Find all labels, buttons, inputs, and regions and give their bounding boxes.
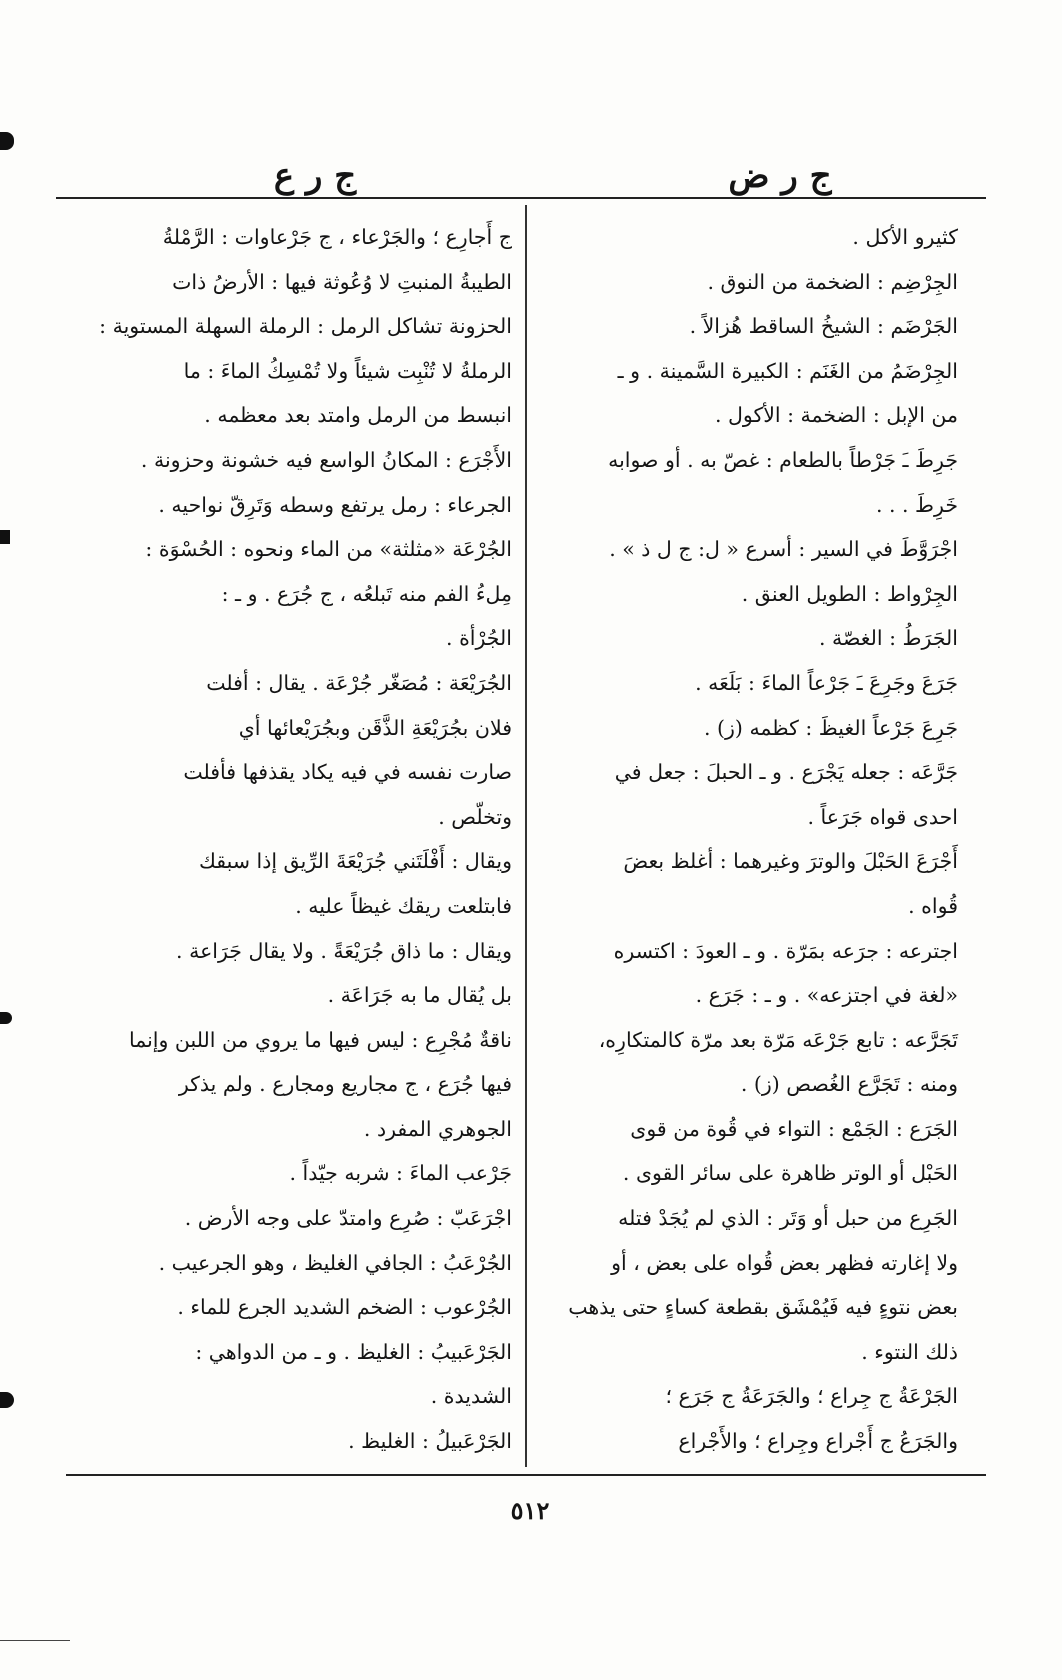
entry-line: فيها جُرَع ، ج مجاريع ومجارع . ولم يذكر [178, 1072, 512, 1097]
entry-line: الجَرَع : الجَمْع : التواء في قُوة من قوى [630, 1116, 958, 1141]
entry-line: الجوهري المفرد . [363, 1116, 512, 1141]
entry-line: بل يُقال ما به جَرَاعَة . [327, 983, 512, 1008]
entry-line: كثيرو الأكل . [852, 225, 958, 249]
entry-line: اجْرَعَبّ : صُرِع وامتدّ على وجه الأرض . [184, 1206, 512, 1231]
entry-line: اجْرَوَّطَ في السير : أسرع « ل: ج ل ذ » . [609, 537, 958, 562]
entry-line: الحزونة تشاكل الرمل : الرملة السهلة المستوية : [99, 314, 512, 339]
entry-line: الأَجْرَع : المكانُ الواسع فيه خشونة وحزونة . [140, 447, 512, 472]
entry-line: جَرِطَ ـَ جَرْطاً بالطعام : غصّ به . أو صوابه [608, 447, 958, 472]
entry-line: والجَرَعُ ج أَجْراع وجِراع ؛ والأَجْراع [678, 1429, 958, 1454]
entry-line: الجَرْعَبيبُ : الغليظ . و ـ من الدواهي : [195, 1339, 512, 1364]
entry-line: بعض نتوءٍ فيه فَيُمْشَق بقطعة كساءٍ حتى يذهب [568, 1295, 958, 1320]
entry-line: الجرعاء : رمل يرتفع وسطه وَتَرِقّ نواحيه . [158, 492, 512, 517]
entry-line: جَرْعب الماءَ : شربه جيّداً . [289, 1161, 512, 1186]
entry-line: الجَرْعَبيلُ : الغليظ . [348, 1429, 512, 1454]
scan-edge-mark [0, 1392, 14, 1408]
entry-line: «لغة في اجتزعه» . و ـ : جَرَع . [695, 983, 958, 1008]
entry-line: الجَرِع من حبل أو وَتَر : الذي لم يُجَدْ فتله [618, 1206, 958, 1231]
entry-line: الجَرْضَم : الشيخُ الساقط هُزالاً . [689, 314, 958, 339]
entry-line: أَجْرَعَ الحَبْلَ والوترَ وغيرهما : أغلظ بعضَ [623, 849, 958, 874]
entry-line: الشديدة . [430, 1384, 512, 1409]
header-rule [56, 197, 986, 199]
page-number: ٥١٢ [510, 1496, 550, 1525]
entry-line: قُواه . [908, 893, 958, 918]
entry-line: انبسط من الرمل وامتد بعد معظمه . [204, 403, 512, 428]
entry-line: ذلك النتوء . [861, 1339, 958, 1364]
left-column [70, 215, 512, 1464]
entry-line: الجُرْعَة «مثلثة» من الماء ونحوه : الحُسْوَة : [145, 537, 512, 562]
entry-line: فابتلعت ريقك غيظاً عليه . [295, 893, 512, 918]
entry-line: مِلءُ الفم منه تَبلعُه ، ج جُرَع . و ـ : [221, 581, 512, 606]
entry-line: خَرِطَ . . . [875, 492, 958, 517]
footer-rule [66, 1474, 986, 1476]
scan-foot-line [0, 1640, 70, 1641]
entry-line: الجِرْضَمُ من الغَنَم : الكبيرة السَّمينة . و ـ [617, 358, 958, 383]
entry-line: وتخلّص . [438, 804, 512, 829]
entry-line: الجَرْعَةُ ج جِراع ؛ والجَرَعَةُ ج جَرَع ؛ [665, 1384, 958, 1409]
entry-line: ناقةٌ مُجْرِع : ليس فيها ما يروي من اللبن وإنما [129, 1027, 512, 1052]
entry-line: الطيبةُ المنبتِ لا وُعُوثة فيها : الأرضُ ذات [172, 269, 512, 294]
entry-line: الجَرَطُ : الغصّة . [818, 626, 958, 651]
entry-line: الجُرْأة . [446, 626, 512, 651]
entry-line: ولا إغارته فظهر بعض قُواه على بعض ، أو [611, 1250, 958, 1275]
entry-line: الجِرْواط : الطويل العنق . [741, 581, 958, 606]
entry-line: الحَبْل أو الوتر ظاهرة على سائر القوى . [622, 1161, 958, 1186]
entry-line: الجُرْعوب : الضخم الشديد الجرع للماء . [177, 1295, 512, 1320]
entry-line: ج أَجارِع ؛ والجَرْعاء ، ج جَرْعاوات : الرَّمْلةُ [162, 225, 512, 249]
entry-line: صارت نفسه في فيه يكاد يقذفها فأفلت [183, 760, 512, 785]
entry-line: ومنه : تَجَرَّع الغُصص (ز) . [740, 1072, 958, 1097]
entry-line: جَرِعَ جَرْعاً الغيظَ : كظمه (ز) . [704, 715, 958, 740]
header-root-right: ج ر ض [728, 156, 832, 196]
scan-edge-mark [0, 132, 14, 150]
scan-edge-mark [0, 530, 10, 544]
entry-line: جَرَعَ وجَرِعَ ـَ جَرْعاً الماءَ : بَلَعَه . [695, 670, 958, 695]
entry-line: ويقال : ما ذاق جُرَيْعَةً . ولا يقال جَرَاعة . [176, 938, 512, 963]
entry-line: جَرَّعَه : جعله يَجْرَع . و ـ الحبلَ : جعل في [614, 760, 958, 785]
entry-line: ويقال : أَفْلَتَني جُرَيْعَةَ الرِّيق إذا سبقك [198, 849, 512, 874]
header-root-left: ج ر ع [273, 156, 357, 196]
entry-line: تَجَرَّعه : تابع جَرْعَه مَرّة بعد مرّة كالمتكارِه، [598, 1027, 958, 1052]
right-column [538, 215, 958, 1464]
entry-line: اجترعه : جرَعه بمَرّة . و ـ العودَ : اكتسره [613, 938, 958, 963]
scan-edge-mark [0, 1012, 12, 1024]
column-divider [525, 205, 527, 1467]
entry-line: الجِرْضِم : الضخمة من النوق . [707, 269, 958, 294]
entry-line: فلان بجُرَيْعَةِ الذَّقَن وبجُرَيْعائها أي [238, 715, 512, 740]
entry-line: الجُرْعَبُ : الجافي الغليظ ، وهو الجرعيب . [158, 1250, 512, 1275]
entry-line: من الإبل : الضخمة : الأكول . [714, 403, 958, 428]
entry-line: الرملةُ لا تُنْبِت شيئاً ولا تُمْسِكُ الماءَ : ما [183, 358, 512, 383]
entry-line: احدى قواه جَرَعاً . [807, 804, 958, 829]
entry-line: الجُرَيْعَة : مُصَغّر جُرْعَة . يقال : أفلت [206, 670, 512, 695]
